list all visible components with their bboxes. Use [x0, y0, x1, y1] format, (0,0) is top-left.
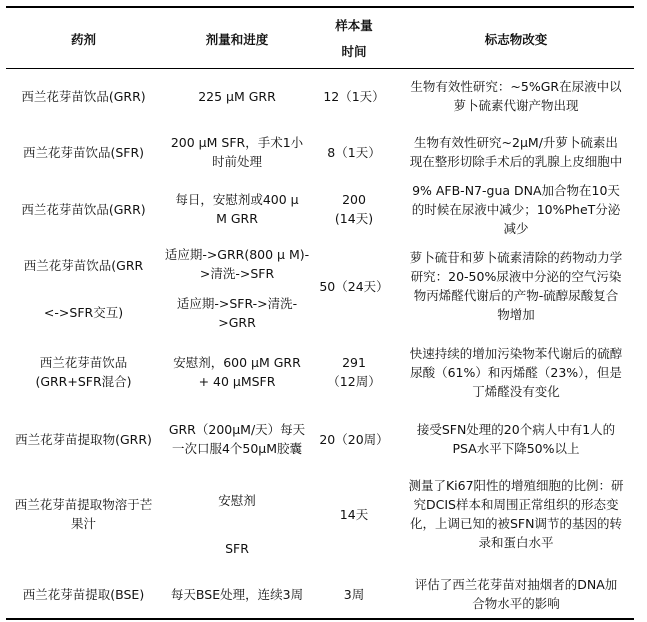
header-drug: 药剂: [70, 31, 96, 47]
table-row-7-drug: 西兰花芽苗提取(BSE): [22, 586, 145, 602]
table-row-0-dose: 225 μM GRR: [198, 88, 276, 104]
table-row-2-dose: 每日，安慰剂或400 μ M GRR: [175, 192, 299, 226]
table-header-rule: [6, 68, 634, 69]
table-row-0-sample: 12（1天）: [323, 88, 385, 104]
table-row-6-marker: 测量了Ki67阳性的增殖细胞的比例：研 究DCIS样本和周围正常组织的形态变 化，上调已知的被SFN调节的基因的转 录和蛋白水平: [408, 478, 624, 550]
table-row-5-drug: 西兰花芽苗提取物(GRR): [15, 431, 152, 447]
table-row-6-sample: 14天: [339, 506, 369, 522]
table-row-2-marker: 9% AFB-N7-gua DNA加合物在10天 的时候在尿液中减少；10%PheT分泌 减少: [411, 182, 621, 236]
table-row-1-marker: 生物有效性研究~2μM/升萝卜硫素出 现在整形切除手术后的乳腺上皮细胞中: [409, 135, 623, 169]
table-row-5-marker: 接受SFN处理的20个病人中有1人的 PSA水平下降50%以上: [416, 422, 616, 456]
table-row-2-sample: 200 (14天): [334, 192, 374, 226]
table-row-3-drug-bottom: <->SFR交互): [43, 305, 124, 320]
table-row-3-dose-bottom: 适应期->SFR->清洗- >GRR: [176, 296, 298, 330]
table-bottom-rule: [6, 618, 634, 620]
table-row-7-marker: 评估了西兰花芽苗对抽烟者的DNA加 合物水平的影响: [414, 577, 618, 611]
header-dose: 剂量和进度: [205, 31, 269, 47]
table-row-1-dose: 200 μM SFR，手术1小 时前处理: [170, 135, 304, 169]
table-row-3-drug-top: 西兰花芽苗饮品(GRR: [23, 258, 144, 273]
table-row-4-drug: 西兰花芽苗饮品 (GRR+SFR混合): [35, 355, 132, 389]
table-row-6-dose-top: 安慰剂: [218, 493, 256, 508]
table-row-7-dose: 每天BSE处理，连续3周: [170, 586, 304, 602]
table-row-5-dose: GRR（200μM/天）每天 一次口服4个50μM胶囊: [168, 422, 306, 456]
table-row-2-drug: 西兰花芽苗饮品(GRR): [21, 201, 146, 217]
table-row-4-dose: 安慰剂，600 μM GRR + 40 μMSFR: [173, 355, 301, 389]
header-sample-time: 样本量 时间: [335, 18, 373, 59]
table-row-1-drug: 西兰花芽苗饮品(SFR): [22, 144, 145, 160]
table-row-0-marker: 生物有效性研究：~5%GR在尿液中以 萝卜硫素代谢产物出现: [410, 79, 622, 113]
table-row-6-dose-bottom: SFR: [225, 541, 249, 556]
table-row-3-marker: 萝卜硫苷和萝卜硫素清除的药物动力学 研究：20-50%尿液中分泌的空气污染 物丙烯醛代谢后的产物-硫醇尿酸复合 物增加: [409, 250, 623, 322]
table-row-1-sample: 8（1天）: [327, 144, 381, 160]
table-row-0-drug: 西兰花芽苗饮品(GRR): [21, 88, 146, 104]
table-row-5-sample: 20（20周）: [319, 431, 389, 447]
table-row-6-drug: 西兰花芽苗提取物溶于芒 果汁: [14, 497, 153, 531]
table-top-rule: [6, 6, 634, 8]
table-row-3-dose-top: 适应期->GRR(800 μ M)->清洗->SFR: [164, 247, 310, 281]
table-row-3-sample: 50（24天）: [319, 278, 389, 294]
header-marker: 标志物改变: [484, 31, 548, 47]
table-row-4-marker: 快速持续的增加污染物苯代谢后的硫醇 尿酸（61%）和丙烯醛（23%），但是 丁烯醛没有变化: [409, 345, 623, 399]
table-row-7-sample: 3周: [343, 586, 365, 602]
table-row-4-sample: 291 （12周）: [327, 355, 381, 389]
